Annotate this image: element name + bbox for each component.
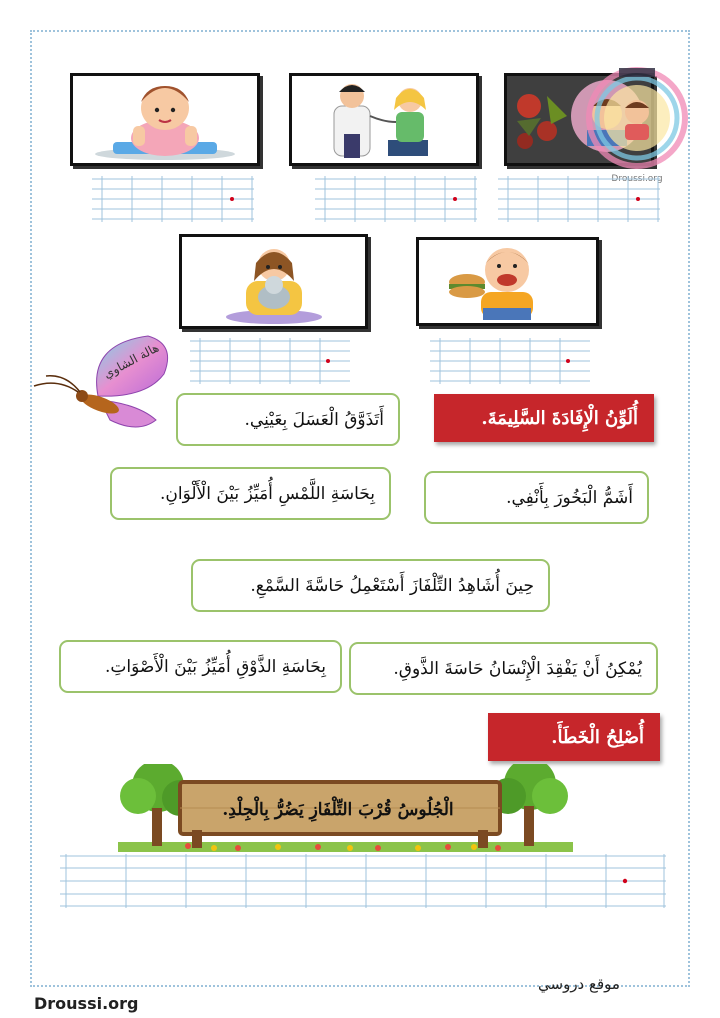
sentence-text: بِحَاسَةِ اللَّمْسِ أُمَيِّزُ بَيْنَ الْأَلْوَانِ. bbox=[159, 483, 375, 504]
writing-lines bbox=[190, 338, 350, 384]
sentence-box[interactable] bbox=[349, 642, 658, 695]
sentence-box[interactable] bbox=[424, 471, 649, 524]
section-banner-color-correct bbox=[434, 394, 654, 442]
sentence-text: بِحَاسَةِ الذَّوْقِ أُمَيِّزُ بَيْنَ الْأَصْوَاتِ. bbox=[105, 656, 326, 677]
writing-lines bbox=[430, 338, 590, 384]
footer-site-link[interactable]: Droussi.org bbox=[34, 994, 139, 1013]
sentence-text: حِينَ أُشَاهِدُ التِّلْفَازَ أَسْتَعْمِلُ حَاسَّةَ السَّمْعِ. bbox=[250, 575, 534, 596]
banner-label: أُلَوِّنُ الْإِفَادَةَ السَّلِيمَةَ. bbox=[481, 407, 638, 429]
butterfly-signature: هالة الشاوي bbox=[101, 340, 162, 382]
sentence-text: أَشَمُّ الْبَخُورَ بِأَنْفِي. bbox=[506, 487, 633, 508]
writing-lines bbox=[498, 176, 660, 222]
banner-label: أُصْلِحُ الْخَطَأَ. bbox=[551, 726, 644, 748]
sentence-text: يُمْكِنُ أَنْ يَفْقِدَ الْإِنْسَانُ حَاسَةَ الذَّوقِ. bbox=[393, 658, 642, 679]
sentence-box[interactable] bbox=[176, 393, 400, 446]
sentence-box[interactable] bbox=[59, 640, 342, 693]
writing-lines bbox=[92, 176, 254, 222]
sentence-box[interactable] bbox=[110, 467, 391, 520]
writing-lines bbox=[315, 176, 477, 222]
writing-lines-large bbox=[60, 854, 666, 908]
picture-girl-cat bbox=[179, 234, 368, 329]
footer-site-arabic: موقع دروسي bbox=[538, 975, 620, 993]
picture-thinking-boy bbox=[70, 73, 260, 166]
butterfly-illustration bbox=[28, 334, 178, 434]
sentence-box[interactable] bbox=[191, 559, 550, 612]
sentence-text: أَتَذَوَّقُ الْعَسَلَ بِعَيْنِي. bbox=[244, 409, 384, 430]
droussi-logo bbox=[583, 62, 691, 187]
section-banner-fix-error bbox=[488, 713, 660, 761]
picture-boy-burger bbox=[416, 237, 599, 326]
sign-sentence: الْجُلُوسُ قُرْبَ التِّلْفَازِ يَضُرُّ بِالْجِلْدِ. bbox=[222, 800, 454, 820]
logo-text: Droussi.org bbox=[611, 174, 663, 184]
picture-doctor-child bbox=[289, 73, 479, 166]
